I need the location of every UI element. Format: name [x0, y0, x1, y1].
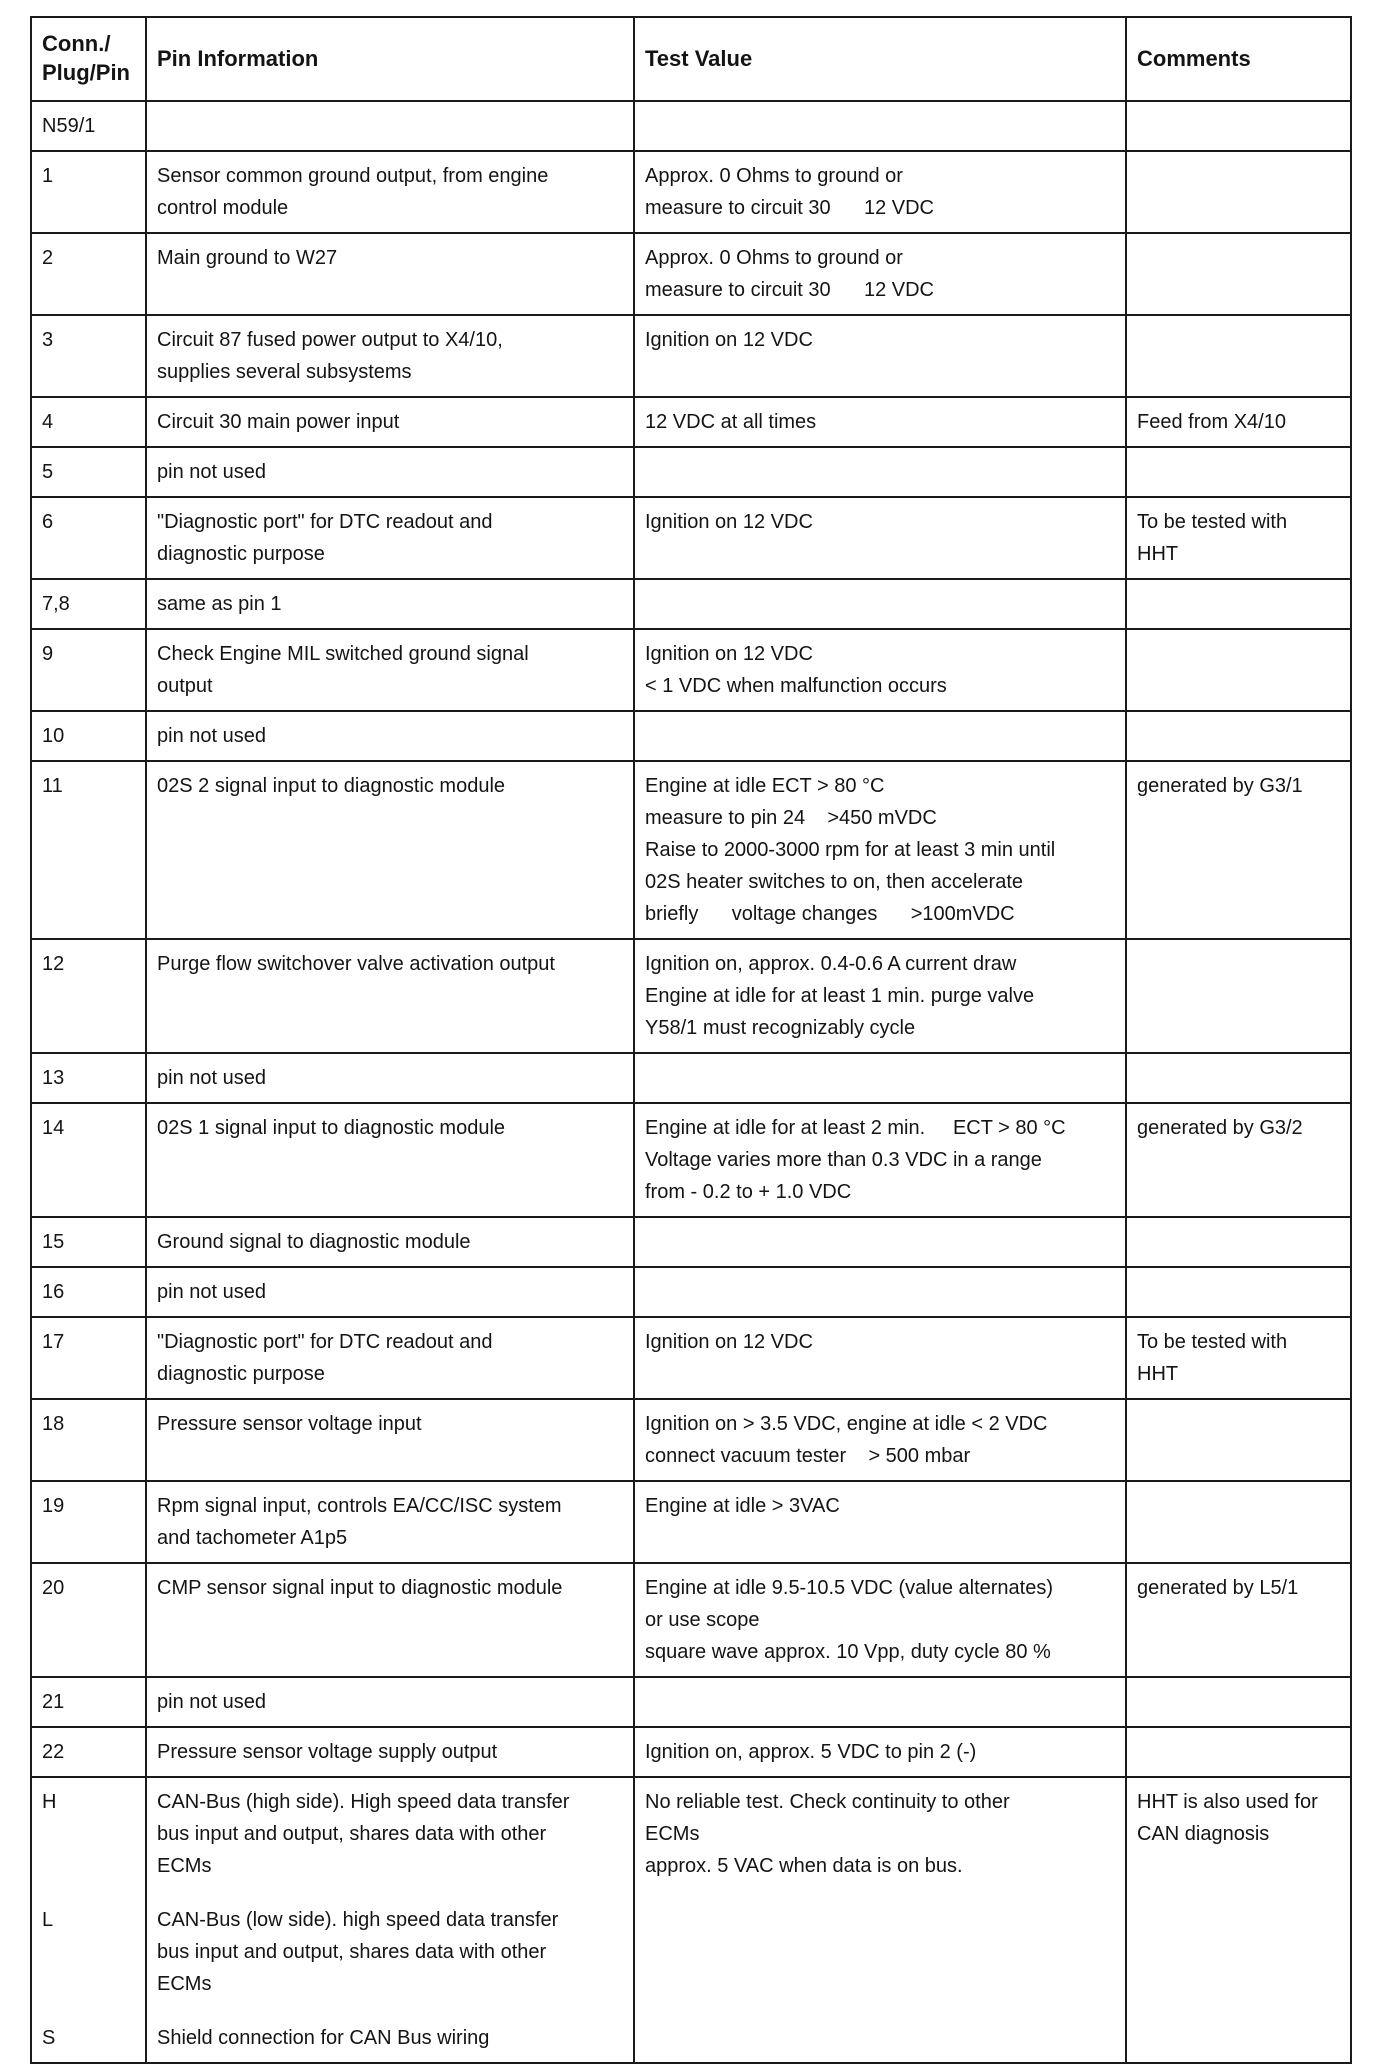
table-row: [31, 1103, 1351, 1217]
pin-cell: 21: [31, 1677, 146, 1727]
cell-line: supplies several subsystems: [157, 361, 412, 383]
cell-line: Ignition on, approx. 0.4-0.6 A current draw: [645, 953, 1017, 975]
comment-cell: [1126, 1677, 1351, 1727]
comment-cell: [1126, 1399, 1351, 1481]
pin-info-cell: [146, 315, 634, 397]
pin-cell: [31, 1777, 146, 2063]
cell-line: Engine at idle ECT > 80 °C: [645, 775, 885, 797]
cell-line: generated by L5/1: [1137, 1577, 1299, 1599]
test-value-cell: [634, 629, 1126, 711]
cell-line: same as pin 1: [157, 593, 282, 615]
can-pin-group: [42, 2022, 135, 2054]
cell-line: Ignition on 12 VDC: [645, 1331, 813, 1353]
table-row: [31, 1267, 1351, 1317]
pin-info-cell: [146, 1777, 634, 2063]
cell-line: square wave approx. 10 Vpp, duty cycle 80 %: [645, 1641, 1051, 1663]
cell-line: briefly voltage changes >100mVDC: [645, 903, 1015, 925]
cell-line: Y58/1 must recognizably cycle: [645, 1017, 916, 1039]
cell-line: measure to circuit 30 12 VDC: [645, 197, 935, 219]
cell-line: Ignition on > 3.5 VDC, engine at idle < 2 VDC: [645, 1413, 1048, 1435]
cell-line: generated by G3/1: [1137, 775, 1303, 797]
pin-info-cell: [146, 1399, 634, 1481]
pin-info-cell: [146, 497, 634, 579]
pin-info-cell: [146, 233, 634, 315]
comment-cell: [1126, 151, 1351, 233]
pin-info-cell: [146, 1481, 634, 1563]
header-pin-line1: Conn./: [42, 31, 111, 57]
table-row: [31, 1217, 1351, 1267]
pin-info-cell: [146, 1103, 634, 1217]
cell-line: CAN diagnosis: [1137, 1823, 1270, 1845]
cell-line: Circuit 30 main power input: [157, 411, 400, 433]
cell-line: CAN-Bus (high side). High speed data transfer: [157, 1791, 570, 1813]
pin-info-cell: [146, 579, 634, 629]
cell-line: pin not used: [157, 1281, 266, 1303]
cell-line: pin not used: [157, 1691, 266, 1713]
cell-line: diagnostic purpose: [157, 543, 325, 565]
can-pin-group: [42, 1904, 135, 2000]
pin-cell: 15: [31, 1217, 146, 1267]
test-value-cell: [634, 1563, 1126, 1677]
test-value-cell: [634, 1103, 1126, 1217]
table-row: [31, 1053, 1351, 1103]
header-conn-plug-pin: [31, 17, 146, 101]
pin-info-cell: [146, 1727, 634, 1777]
table-row: [31, 233, 1351, 315]
comment-cell: [1126, 497, 1351, 579]
comment-cell: [1126, 233, 1351, 315]
pin-cell: 9: [31, 629, 146, 711]
header-row: [31, 17, 1351, 101]
cell-line: output: [157, 675, 213, 697]
comment-cell: [1126, 579, 1351, 629]
pin-info-cell: [146, 711, 634, 761]
table-row: [31, 1563, 1351, 1677]
pin-cell: 10: [31, 711, 146, 761]
pin-cell: 22: [31, 1727, 146, 1777]
table-row: [31, 1317, 1351, 1399]
cell-line: bus input and output, shares data with other: [157, 1823, 547, 1845]
can-info-group: [157, 2022, 623, 2054]
table-row: [31, 397, 1351, 447]
cell-line: generated by G3/2: [1137, 1117, 1303, 1139]
test-value-cell: [634, 447, 1126, 497]
pin-cell: 1: [31, 151, 146, 233]
pin-cell: 11: [31, 761, 146, 939]
pin-cell: 4: [31, 397, 146, 447]
pin-info-cell: [146, 1267, 634, 1317]
cell-line: diagnostic purpose: [157, 1363, 325, 1385]
comment-cell: [1126, 315, 1351, 397]
pin-cell: 6: [31, 497, 146, 579]
test-value-cell: [634, 1267, 1126, 1317]
cell-line: pin not used: [157, 1067, 266, 1089]
comment-cell: [1126, 1267, 1351, 1317]
test-value-cell: [634, 939, 1126, 1053]
cell-line: To be tested with: [1137, 1331, 1288, 1353]
cell-line: Purge flow switchover valve activation output: [157, 953, 555, 975]
cell-line: Engine at idle 9.5-10.5 VDC (value alternates): [645, 1577, 1054, 1599]
pin-cell: 13: [31, 1053, 146, 1103]
comment-cell: [1126, 1563, 1351, 1677]
pin-info-cell: [146, 1563, 634, 1677]
pin-cell: 14: [31, 1103, 146, 1217]
pin-cell: N59/1: [31, 101, 146, 151]
cell-line: "Diagnostic port" for DTC readout and: [157, 511, 493, 533]
table-row: [31, 101, 1351, 151]
table-row: [31, 151, 1351, 233]
cell-line: Engine at idle for at least 2 min. ECT > 80 °C: [645, 1117, 1066, 1139]
cell-line: from - 0.2 to + 1.0 VDC: [645, 1181, 852, 1203]
pin-info-cell: [146, 1053, 634, 1103]
table-row: [31, 711, 1351, 761]
test-value-cell: [634, 1677, 1126, 1727]
comment-cell: [1126, 1103, 1351, 1217]
test-value-cell: [634, 101, 1126, 151]
cell-line: To be tested with: [1137, 511, 1288, 533]
header-pin-line2: Plug/Pin: [42, 60, 130, 85]
pin-table-sheet: [30, 16, 1350, 2064]
test-value-cell: [634, 1481, 1126, 1563]
cell-line: Ignition on 12 VDC: [645, 511, 813, 533]
header-pin-information: Pin Information: [146, 17, 634, 101]
pin-info-cell: [146, 629, 634, 711]
cell-line: Ignition on, approx. 5 VDC to pin 2 (-): [645, 1741, 977, 1763]
comment-cell: [1126, 1481, 1351, 1563]
table-row: [31, 939, 1351, 1053]
cell-line: Ground signal to diagnostic module: [157, 1231, 471, 1253]
cell-line: Sensor common ground output, from engine: [157, 165, 549, 187]
pin-info-cell: [146, 761, 634, 939]
cell-line: Pressure sensor voltage supply output: [157, 1741, 498, 1763]
cell-line: Ignition on 12 VDC: [645, 329, 813, 351]
cell-line: Ignition on 12 VDC: [645, 643, 813, 665]
pin-info-cell: [146, 447, 634, 497]
cell-line: Pressure sensor voltage input: [157, 1413, 422, 1435]
header-comments: Comments: [1126, 17, 1351, 101]
cell-line: Engine at idle for at least 1 min. purge valve: [645, 985, 1035, 1007]
comment-cell: [1126, 761, 1351, 939]
cell-line: L: [42, 1909, 54, 1931]
test-value-cell: [634, 761, 1126, 939]
test-value-cell: [634, 1317, 1126, 1399]
cell-line: CMP sensor signal input to diagnostic module: [157, 1577, 563, 1599]
pin-cell: 3: [31, 315, 146, 397]
table-row: [31, 761, 1351, 939]
cell-line: < 1 VDC when malfunction occurs: [645, 675, 947, 697]
pin-cell: 7,8: [31, 579, 146, 629]
test-value-cell: [634, 151, 1126, 233]
table-row: [31, 1727, 1351, 1777]
pin-info-cell: [146, 939, 634, 1053]
table-row: [31, 497, 1351, 579]
cell-line: HHT: [1137, 543, 1179, 565]
table-row: [31, 629, 1351, 711]
comment-cell: [1126, 101, 1351, 151]
cell-line: ECMs: [157, 1855, 212, 1877]
cell-line: Main ground to W27: [157, 247, 338, 269]
cell-line: control module: [157, 197, 289, 219]
table-row: [31, 1481, 1351, 1563]
cell-line: 02S 1 signal input to diagnostic module: [157, 1117, 506, 1139]
pin-cell: 20: [31, 1563, 146, 1677]
cell-line: "Diagnostic port" for DTC readout and: [157, 1331, 493, 1353]
cell-line: approx. 5 VAC when data is on bus.: [645, 1855, 963, 1877]
cell-line: measure to circuit 30 12 VDC: [645, 279, 935, 301]
cell-line: or use scope: [645, 1609, 760, 1631]
cell-line: HHT: [1137, 1363, 1179, 1385]
comment-cell: [1126, 397, 1351, 447]
comment-cell: [1126, 939, 1351, 1053]
cell-line: H: [42, 1791, 57, 1813]
pin-cell: 19: [31, 1481, 146, 1563]
cell-line: Check Engine MIL switched ground signal: [157, 643, 529, 665]
cell-line: pin not used: [157, 725, 266, 747]
comment-cell: [1126, 1053, 1351, 1103]
comment-cell: [1126, 629, 1351, 711]
pin-cell: 5: [31, 447, 146, 497]
comment-cell: [1126, 1727, 1351, 1777]
cell-line: and tachometer A1p5: [157, 1527, 348, 1549]
cell-line: pin not used: [157, 461, 266, 483]
cell-line: CAN-Bus (low side). high speed data transfer: [157, 1909, 559, 1931]
test-value-cell: [634, 1727, 1126, 1777]
cell-line: ECMs: [157, 1973, 212, 1995]
comment-cell: [1126, 711, 1351, 761]
test-value-cell: [634, 233, 1126, 315]
cell-line: connect vacuum tester > 500 mbar: [645, 1445, 971, 1467]
test-value-cell: [634, 315, 1126, 397]
cell-line: HHT is also used for: [1137, 1791, 1318, 1813]
pin-info-cell: [146, 151, 634, 233]
comment-cell: [1126, 1217, 1351, 1267]
cell-line: Approx. 0 Ohms to ground or: [645, 165, 903, 187]
cell-line: Voltage varies more than 0.3 VDC in a range: [645, 1149, 1042, 1171]
pin-info-cell: [146, 1217, 634, 1267]
pin-info-cell: [146, 1677, 634, 1727]
table-body: [31, 101, 1351, 2063]
cell-line: Rpm signal input, controls EA/CC/ISC system: [157, 1495, 562, 1517]
pin-info-cell: [146, 1317, 634, 1399]
can-pin-group: [42, 1786, 135, 1882]
cell-line: ECMs: [645, 1823, 700, 1845]
can-info-group: [157, 1904, 623, 2000]
cell-line: Circuit 87 fused power output to X4/10,: [157, 329, 503, 351]
pin-cell: 16: [31, 1267, 146, 1317]
table-row: [31, 1677, 1351, 1727]
pin-cell: 2: [31, 233, 146, 315]
test-value-cell: [634, 497, 1126, 579]
test-value-cell: [634, 711, 1126, 761]
pin-info-cell: [146, 101, 634, 151]
cell-line: measure to pin 24 >450 mVDC: [645, 807, 937, 829]
can-info-group: [157, 1786, 623, 1882]
table-row: [31, 315, 1351, 397]
header-test-value: Test Value: [634, 17, 1126, 101]
cell-line: S: [42, 2027, 56, 2049]
cell-line: No reliable test. Check continuity to other: [645, 1791, 1010, 1813]
comment-cell: [1126, 447, 1351, 497]
pin-info-cell: [146, 397, 634, 447]
comment-cell: [1126, 1777, 1351, 2063]
cell-line: Shield connection for CAN Bus wiring: [157, 2027, 490, 2049]
pin-information-table: [30, 16, 1352, 2064]
cell-line: Feed from X4/10: [1137, 411, 1286, 433]
cell-line: 02S 2 signal input to diagnostic module: [157, 775, 506, 797]
cell-line: Engine at idle > 3VAC: [645, 1495, 840, 1517]
test-value-cell: [634, 1217, 1126, 1267]
test-value-cell: [634, 1399, 1126, 1481]
table-row: [31, 447, 1351, 497]
test-value-cell: [634, 1777, 1126, 2063]
pin-cell: 17: [31, 1317, 146, 1399]
table-row: [31, 579, 1351, 629]
cell-line: Raise to 2000-3000 rpm for at least 3 min until: [645, 839, 1056, 861]
cell-line: Approx. 0 Ohms to ground or: [645, 247, 903, 269]
cell-line: bus input and output, shares data with other: [157, 1941, 547, 1963]
test-value-cell: [634, 1053, 1126, 1103]
pin-cell: 18: [31, 1399, 146, 1481]
cell-line: 12 VDC at all times: [645, 411, 817, 433]
test-value-cell: [634, 397, 1126, 447]
test-value-cell: [634, 579, 1126, 629]
table-row-can-bus: [31, 1777, 1351, 2063]
pin-cell: 12: [31, 939, 146, 1053]
table-row: [31, 1399, 1351, 1481]
comment-cell: [1126, 1317, 1351, 1399]
cell-line: 02S heater switches to on, then accelerate: [645, 871, 1024, 893]
